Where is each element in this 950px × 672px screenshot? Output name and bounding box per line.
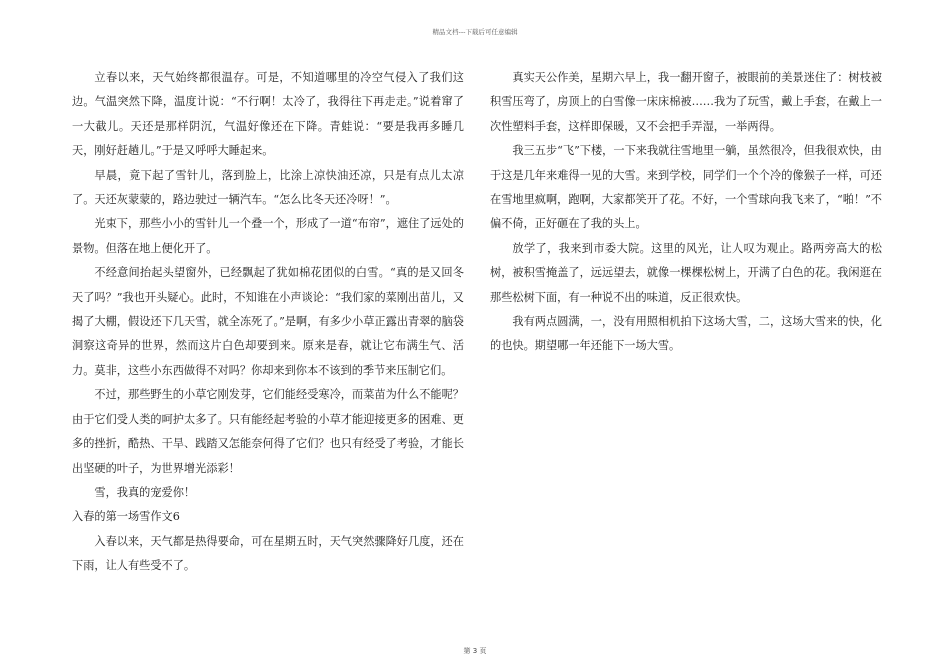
paragraph: 不经意间抬起头望窗外，已经飘起了犹如棉花团似的白雪。“真的是又回冬天了吗？”我也开头疑心。此时，不知谁在小声谈论：“我们家的菜刚出苗儿，又揭了大棚，假设还下几天雪，就全冻死了。”是啊，有多少小草正露出青翠的脑袋洞察这奇异的世界，然而这片白色却要到来。原来是春，就让它布满生气、活力。莫非，这些小东西做得不对吗？你却来到你本不该到的季节来压制它们。 — [72, 266, 464, 377]
paragraph: 不过，那些野生的小草它刚发芽，它们能经受寒冷，而菜苗为什么不能呢？由于它们受人类的呵护太多了。只有能经起考验的小草才能迎接更多的困难、更多的挫折，酷热、干旱、践踏又怎能奈何得了它们？也只有经受了考验，才能长出坚硬的叶子，为世界增光添彩！ — [72, 388, 464, 475]
paragraph: 我有两点圆满，一，没有用照相机拍下这场大雪，二，这场大雪来的快，化的也快。期望哪一年还能下一场大雪。 — [490, 315, 882, 353]
paragraph: 光束下，那些小小的雪针儿一个叠一个，形成了一道“布帘”，遮住了远处的景物。但落在地上便化开了。 — [72, 217, 464, 255]
paragraph: 早晨，竟下起了雪针儿，落到脸上，比涂上凉快油还凉，只是有点儿太凉了。天还灰蒙蒙的，路边驶过一辆汽车。“怎么比冬天还冷呀！”。 — [72, 168, 464, 207]
paragraph: 雪，我真的宠爱你！ — [94, 485, 196, 499]
section-title: 入春的第一场雪作文6 — [72, 510, 180, 524]
left-column — [72, 66, 464, 579]
right-column — [490, 66, 882, 359]
paragraph: 真实天公作美，星期六早上，我一翻开窗子，被眼前的美景迷住了：树枝被积雪压弯了，房顶上的白雪像一床床棉被……我为了玩雪，戴上手套，在戴上一次性塑料手套，这样即保暖，又不会把手弄湿，一举两得。 — [490, 71, 882, 133]
page-number: 第 3 页 — [463, 647, 487, 655]
paragraph: 入春以来，天气都是热得要命，可在星期五时，天气突然骤降好几度，还在下雨，让人有些受不了。 — [72, 534, 464, 573]
page-header: 精品文档---下载后可任意编辑 — [432, 28, 518, 36]
paragraph: 放学了，我来到市委大院。这里的风光，让人叹为观止。路两旁高大的松树，被积雪掩盖了，远远望去，就像一棵棵松树上，开满了白色的花。我闲逛在那些松树下面，有一种说不出的味道，反正很欢快。 — [490, 241, 882, 304]
paragraph: 立春以来，天气始终都很温存。可是，不知道哪里的冷空气侵入了我们这边。气温突然下降，温度计说：“不行啊！太冷了，我得往下再走走。”说着窜了一大截儿。天还是那样阴沉，气温好像还在下降。青蛙说：“要是我再多睡几天，刚好赶趟儿。”于是又呼呼大睡起来。 — [72, 71, 464, 158]
paragraph: 我三五步“飞”下楼，一下来我就往雪地里一躺，虽然很冷，但我很欢快，由于这是几年来难得一见的大雪。来到学校，同学们一个个冷的像猴子一样，可还在雪地里疯啊，跑啊，大家都笑开了花。不好，一个雪球向我飞来了，“啪！”不偏不倚，正好砸在了我的头上。 — [490, 144, 882, 231]
